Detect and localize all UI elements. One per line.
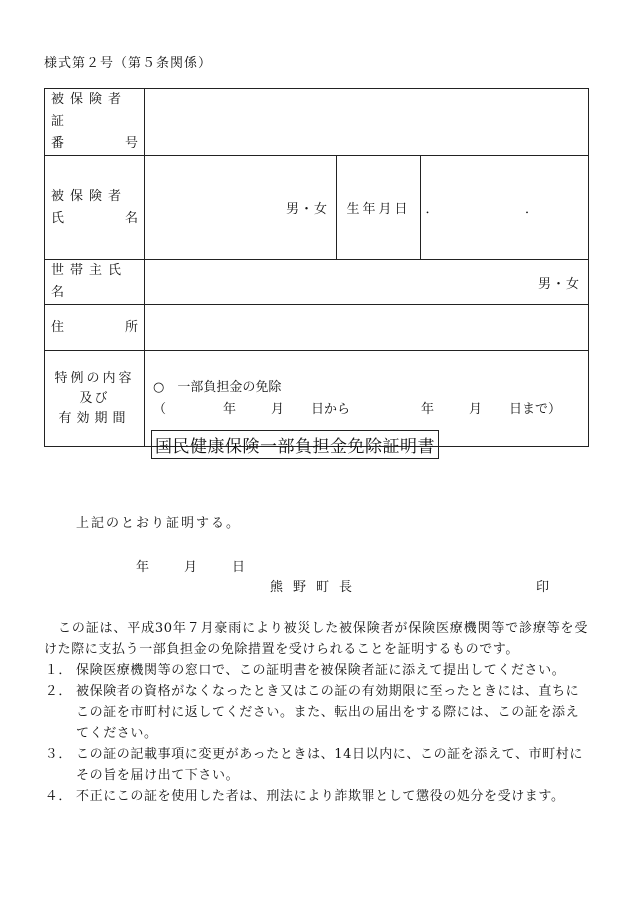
address-label: 住 所 [45, 305, 145, 351]
list-item: １． 保険医療機関等の窓口で、この証明書を被保険者証に添えて提出してください。 [44, 663, 566, 678]
household-head-label: 世帯主氏名 [45, 260, 145, 305]
address-field[interactable] [145, 305, 589, 351]
insured-number-field[interactable] [145, 89, 589, 156]
household-head-row [45, 260, 589, 305]
seal-mark: 印 [536, 580, 550, 595]
household-head-field[interactable]: 男・女 [145, 260, 589, 305]
validity-period: （ 年 月 日から 年 月 日まで） [153, 401, 562, 417]
list-item: ３． この証の記載事項に変更があったときは、14日以内に、この証を添えて、市町村にその旨を届け出て下さい。 [44, 747, 583, 783]
list-item: ４． 不正にこの証を使用した者は、刑法により詐欺罪として懲役の処分を受けます。 [44, 789, 565, 804]
dob-label: 生年月日 [337, 156, 421, 260]
dob-field[interactable]: ． ． [421, 156, 589, 260]
list-item: ２． 被保険者の資格がなくなったとき又はこの証の有効期限に至ったときには、直ちにこの証を市町村に返してください。また、転出の届出をする際には、この証を添えてください。 [44, 684, 580, 741]
issue-date: 年 月 日 [136, 560, 248, 575]
certification-statement: 上記のとおり証明する。 [76, 516, 242, 531]
exemption-item: ○ 一部負担金の免除 [153, 379, 282, 395]
special-case-label: 特例の内容 及び 有効期間 [45, 351, 145, 447]
issuer-name: 熊野町長 [270, 580, 363, 595]
certificate-form-table [44, 88, 589, 447]
certificate-title: 国民健康保険一部負担金免除証明書 [151, 430, 439, 459]
notes-section [44, 618, 588, 807]
insured-gender-field[interactable]: 男・女 [145, 156, 337, 260]
form-number-label: 様式第２号（第５条関係） [44, 56, 213, 71]
address-row [45, 305, 589, 351]
insured-name-label: 被保険者 氏 名 [45, 156, 145, 260]
notes-list [44, 660, 588, 807]
insured-number-label: 被保険者証 番 号 [45, 89, 145, 156]
insured-name-row [45, 156, 589, 260]
insured-number-row [45, 89, 589, 156]
notes-intro: この証は、平成30年７月豪雨により被災した被保険者が保険医療機関等で診療等を受けた際に支払う一部負担金の免除措置を受けられることを証明するものです。 [44, 621, 588, 657]
